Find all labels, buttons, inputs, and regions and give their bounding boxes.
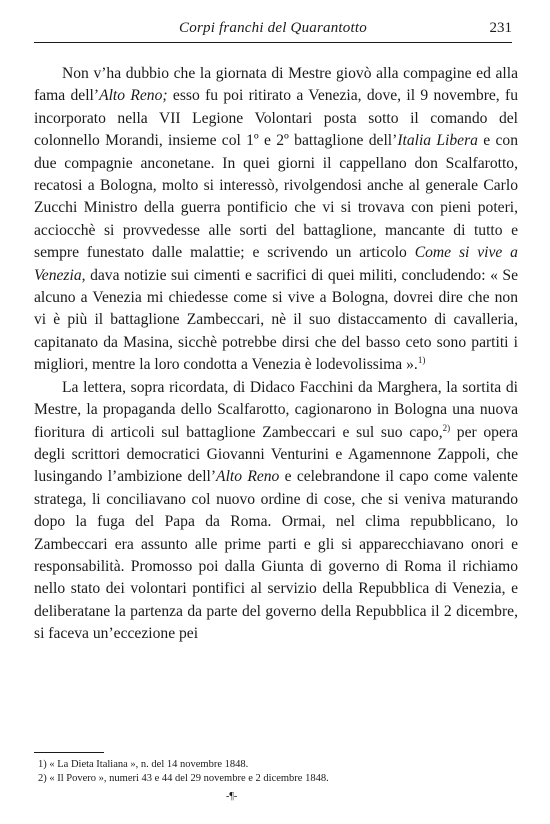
text-run: per opera degli scrittori democratici Giovanni Venturini e Agamennone Zappoli, che lusingando l’ambizione dell’ <box>34 423 518 486</box>
footnote-ref: 1) <box>417 355 426 366</box>
main-text <box>34 63 518 646</box>
text-run: e con due compagnie anconetane. In quei giorni il cappellano don Scalfarotto, recatosi a Bologna, molto si interessò, rivolgendosi anche al generale Carlo Zucchi Ministro della guerra pontificio che vi si trovava con pieni poteri, acciocchè si provvedesse alle sorti del battaglione, mancante di tutto e sempre funestato dalle malattie; e scrivendo un articolo <box>34 132 518 262</box>
running-title: Corpi franchi del Quarantotto <box>179 20 367 36</box>
paragraph <box>34 377 518 646</box>
text-run: Non v’ha dubbio che la giornata di Mestre giovò alla compagine ed alla fama dell’ <box>34 65 518 105</box>
footnote-ref: 2) <box>442 422 451 433</box>
footnote-1: 1) « La Dieta Italiana », n. del 14 novembre 1848. <box>38 759 249 770</box>
footnote-2: 2) « Il Povero », numeri 43 e 44 del 29 novembre e 2 dicembre 1848. <box>38 773 329 784</box>
italic-text: Come si vive a Venezia, <box>34 244 518 284</box>
printer-mark: -¶- <box>226 791 238 802</box>
footnotes <box>34 758 474 786</box>
header-rule <box>34 42 512 43</box>
italic-text: Alto Reno <box>216 468 280 486</box>
page-number: 231 <box>489 20 512 36</box>
italic-text: Alto Reno; <box>99 87 168 105</box>
text-run: esso fu poi ritirato a Venezia, dove, il 9 novembre, fu incorporato nella VII Legione Volontari posta sotto il comando del colonnello Morandi, insieme col 1º e 2º battaglione dell’ <box>34 87 518 150</box>
italic-text: Italia Libera <box>397 132 478 150</box>
footnote-divider <box>34 752 104 753</box>
running-header <box>34 18 512 44</box>
paragraph <box>34 63 518 377</box>
text-run: e celebrandone il capo come valente stratega, li conciliavano col nuovo ordine di cose, che si veniva maturando dopo la fuga del Papa da Roma. Ormai, nel clima repubblicano, lo Zambeccari era assunto alle prime parti e gli si apparecchiavano onori e responsabilità. Promosso poi dalla Giunta di governo di Roma il richiamo nello stato dei volontari pontifici al servizio della Repubblica di Venezia, e deliberatane la partenza da parte del governo della Repubblica il 2 dicembre, si faceva un’eccezione pei <box>34 468 518 643</box>
text-run: La lettera, sopra ricordata, di Didaco Facchini da Marghera, la sortita di Mestre, la propaganda dello Scalfarotto, cagionarono in Bologna una nuova fioritura di articoli sul battaglione Zambeccari e sul suo capo, <box>34 378 518 441</box>
text-run: dava notizie sui cimenti e sacrifici di quei militi, concludendo: « Se alcuno a Venezia mi chiedesse come si vive a Bologna, dovrei dire che non vi è più il battaglione Zambeccari, nè il suo distaccamento di cavalleria, capitanato da Masina, sicchè potrebbe dirsi che del basso ceto sono partiti i migliori, mentre la loro condotta a Venezia è lodevolissima ». <box>34 266 518 374</box>
